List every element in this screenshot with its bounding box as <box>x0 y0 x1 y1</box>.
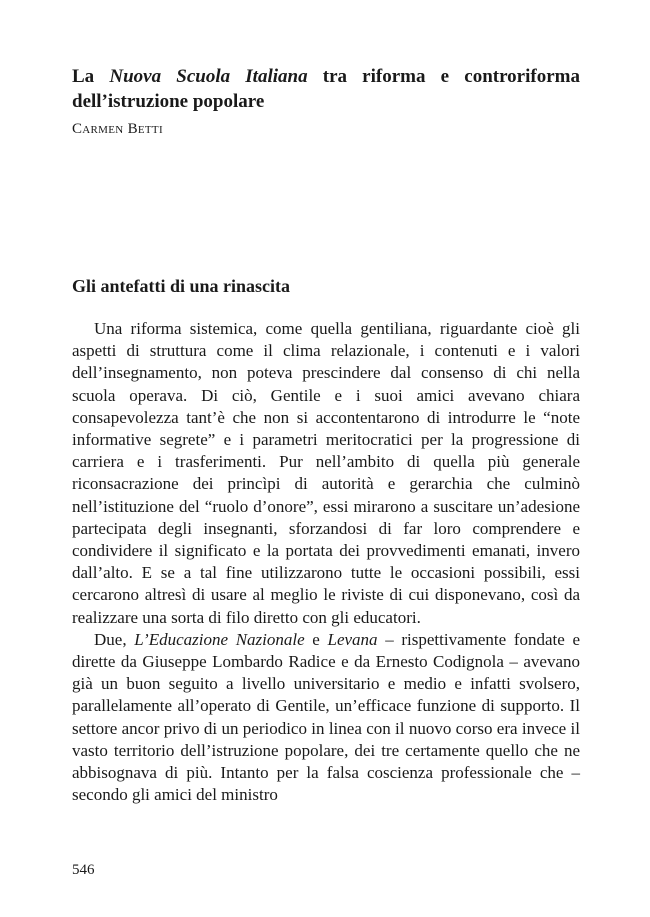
title-part-2: tra riforma e controriforma dell’istruzione popolare <box>72 66 580 112</box>
paragraph-2-conj: e <box>304 629 328 649</box>
title-part-1: La <box>72 66 110 87</box>
article-body <box>72 318 580 806</box>
paragraph-2-rest: – rispettivamente fondate e dirette da Giuseppe Lombardo Radice e da Ernesto Codignola – avevano già un buon seguito a livello universitario e medio e infatti svolsero, parallelamente all’operato di Gentile, un’efficace funzione di supporto. Il settore ancor privo di un periodico in linea con il nuovo corso era invece il vasto territorio dell’istruzione popolare, dei tre certamente quello che ne abbisognava di più. Intanto per la falsa coscienza professionale che – secondo gli amici del ministro <box>72 629 580 805</box>
article-title <box>72 64 580 114</box>
title-italic-journal: Nuova Scuola Italiana <box>109 66 308 87</box>
journal-title-levana: Levana <box>327 629 378 649</box>
paragraph-2-lead: Due, <box>94 629 135 649</box>
paragraph-2 <box>72 629 580 807</box>
article-author: Carmen Betti <box>72 121 163 137</box>
section-heading: Gli antefatti di una rinascita <box>72 276 291 296</box>
page-number: 546 <box>72 862 95 878</box>
paragraph-1: Una riforma sistemica, come quella gentiliana, riguardante cioè gli aspetti di struttura come il clima relazionale, i contenuti e i valori dell’insegnamento, non poteva prescindere dal consenso di chi nella scuola operava. Di ciò, Gentile e i suoi amici avevano chiara consapevolezza tant’è che non si accontentarono di introdurre le “note informative segrete” e i parametri meritocratici per la progressione di carriera e i trasferimenti. Pur nell’ambito di quella più generale riconsacrazione dei princìpi di autorità e gerarchia che culminò nell’istituzione del “ruolo d’onore”, essi mirarono a suscitare un’adesione partecipata degli insegnanti, sforzandosi di far loro comprendere e condividere il significato e la portata dei provvedimenti emanati, invero dall’alto. E se a tal fine utilizzarono tutte le occasioni possibili, essi cercarono altresì di usare al meglio le riviste di cui disponevano, così da realizzare una sorta di filo diretto con gli educatori. <box>72 319 580 627</box>
journal-title-educazione: L’Educazione Nazionale <box>134 629 305 649</box>
